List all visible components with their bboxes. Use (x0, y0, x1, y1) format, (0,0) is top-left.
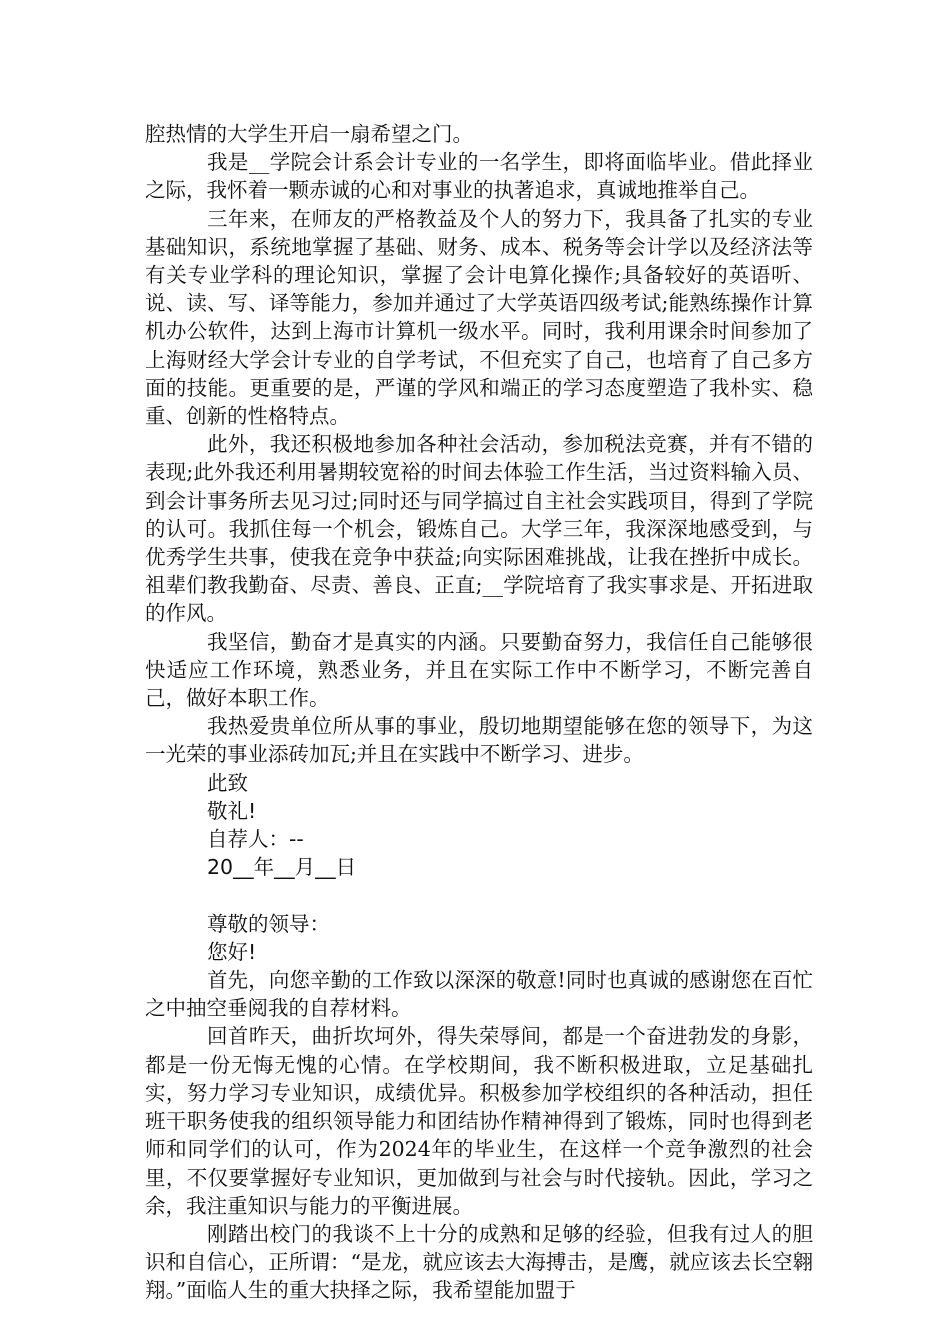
hello-line: 您好! (207, 939, 257, 964)
letter-body (145, 120, 813, 1305)
paragraph-education: 三年来，在师友的严格教益及个人的努力下，我具备了扎实的专业基础知识，系统地掌握了基础、财务、成本、税务等会计学以及经济法等有关专业学科的理论知识，掌握了会计电算化操作;具备较好的英语听、说、读、写、译等能力，参加并通过了大学英语四级考试;能熟练操作计算机办公软件，达到上海市计算机一级水平。同时，我利用课余时间参加了上海财经大学会计专业的自学考试，不但充实了自己，也培育了自己多方面的技能。更重要的是，严谨的学风和端正的学习态度塑造了我朴实、稳重、创新的性格特点。 (145, 206, 813, 429)
paragraph-review: 回首昨天，曲折坎坷外，得失荣辱间，都是一个奋进勃发的身影，都是一份无悔无愧的心情。在学校期间，我不断积极进取，立足基础扎实，努力学习专业知识，成绩优异。积极参加学校组织的各种活动，担任班干职务使我的组织领导能力和团结协作精神得到了锻炼，同时也得到老师和同学们的认可，作为2024年的毕业生，在这样一个竞争激烈的社会里，不仅要掌握好专业知识，更加做到与社会与时代接轨。因此，学习之余，我注重知识与能力的平衡进展。 (145, 1024, 813, 1218)
salutation-cizhi: 此致 (207, 770, 248, 795)
date-line: 20__年__月__日 (207, 855, 357, 880)
lead-line: 腔热情的大学生开启一扇希望之门。 (145, 122, 473, 146)
greeting-line: 尊敬的领导： (207, 911, 330, 936)
section-gap (145, 881, 813, 909)
salutation-jingli: 敬礼! (207, 798, 257, 823)
paragraph-ambition: 刚踏出校门的我谈不上十分的成熟和足够的经验，但我有过人的胆识和自信心，正所谓：“是龙，就应该去大海搏击，是鹰，就应该去长空翱翔。”面临人生的重大抉择之际，我希望能加盟于 (145, 1221, 813, 1303)
paragraph-thanks: 首先，向您辛勤的工作致以深深的敬意!同时也真诚的感谢您在百忙之中抽空垂阅我的自荐材料。 (145, 968, 813, 1021)
paragraph-intro: 我是__学院会计系会计专业的一名学生，即将面临毕业。借此择业之际，我怀着一颗赤诚的心和对事业的执著追求，真诚地推举自己。 (145, 150, 813, 203)
paragraph-activities: 此外，我还积极地参加各种社会活动，参加税法竞赛，并有不错的表现;此外我还利用暑期较宽裕的时间去体验工作生活，当过资料输入员、到会计事务所去见习过;同时还与同学搞过自主社会实践项目，得到了学院的认可。我抓住每一个机会，锻炼自己。大学三年，我深深地感受到，与优秀学生共事，使我在竞争中获益;向实际困难挑战，让我在挫折中成长。祖辈们教我勤奋、尽责、善良、正直;__学院培育了我实事求是、开拓进取的作风。 (145, 432, 813, 626)
paragraph-aspiration: 我热爱贵单位所从事的事业，殷切地期望能够在您的领导下，为这一光荣的事业添砖加瓦;并且在实践中不断学习、进步。 (145, 714, 813, 767)
paragraph-belief: 我坚信，勤奋才是真实的内涵。只要勤奋努力，我信任自己能够很快适应工作环境，熟悉业务，并且在实际工作中不断学习，不断完善自己，做好本职工作。 (145, 629, 813, 711)
signature-line: 自荐人：-- (207, 827, 304, 852)
